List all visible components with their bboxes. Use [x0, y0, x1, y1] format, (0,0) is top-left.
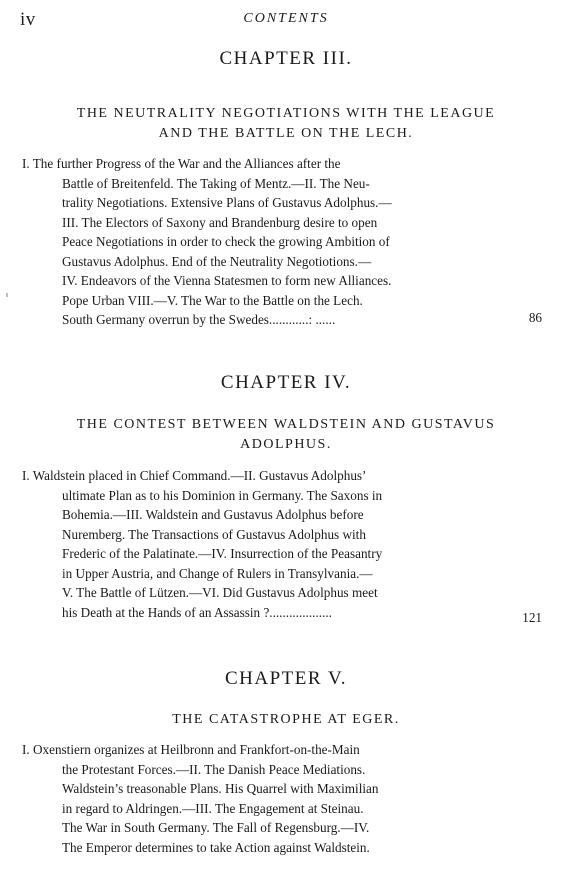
chapter-5-heading: CHAPTER V. [225, 668, 347, 689]
chapter-4-title-line-2: ADOLPHUS. [240, 437, 332, 452]
entry-line: Bohemia.—III. Waldstein and Gustavus Adolphus before [62, 507, 364, 522]
entry-line: I. Waldstein placed in Chief Command.—II. Gustavus Adolphus’ [22, 468, 367, 483]
entry-line: The War in South Germany. The Fall of Regensburg.—IV. [62, 820, 370, 835]
scan-mark [6, 293, 8, 297]
entry-line: Frederic of the Palatinate.—IV. Insurrection of the Peasantry [62, 546, 383, 561]
chapter-5-entry [22, 740, 502, 857]
entry-line: Pope Urban VIII.—V. The War to the Battle on the Lech. [62, 292, 363, 308]
chapter-5-title-line-1: THE CATASTROPHE AT EGER. [172, 712, 400, 727]
entry-line: in Upper Austria, and Change of Rulers in Transylvania.— [62, 565, 373, 581]
chapter-3-page: 86 [528, 310, 542, 325]
chapter-4-heading: CHAPTER IV. [220, 372, 352, 393]
entry-line: South Germany overrun by the Swedes............: ...... [62, 312, 336, 327]
entry-line: IV. Endeavors of the Vienna Statesmen to form new Alliances. [62, 273, 392, 288]
entry-line: I. Oxenstiern organizes at Heilbronn and Frankfort-on-the-Main [22, 742, 360, 757]
chapter-3-entry [22, 154, 502, 330]
chapter-3-title-line-2: AND THE BATTLE ON THE LECH. [158, 126, 414, 141]
chapter-3-title-line-1: THE NEUTRALITY NEGOTIATIONS WITH THE LEAGUE [76, 106, 496, 121]
entry-line: Waldstein’s treasonable Plans. His Quarrel with Maximilian [62, 781, 379, 796]
chapter-4-page: 121 [522, 610, 542, 625]
chapter-5-title [20, 710, 552, 730]
entry-line: V. The Battle of Lützen.—VI. Did Gustavus Adolphus meet [62, 585, 378, 600]
chapter-4-entry [22, 466, 502, 622]
entry-line: trality Negotiations. Extensive Plans of Gustavus Adolphus.— [62, 195, 392, 210]
running-head: CONTENTS [243, 11, 329, 26]
entry-line: Gustavus Adolphus. End of the Neutrality Negotiotions.— [62, 253, 372, 269]
entry-line: I. The further Progress of the War and the Alliances after the [22, 156, 341, 171]
entry-line: ultimate Plan as to his Dominion in Germany. The Saxons in [62, 487, 383, 503]
entry-line: Battle of Breitenfeld. The Taking of Mentz.—II. The Neu- [62, 175, 370, 191]
chapter-3-title [20, 104, 552, 144]
chapter-3-heading: CHAPTER III. [219, 48, 353, 69]
entry-line: his Death at the Hands of an Assassin ?................... [62, 604, 332, 620]
entry-line: in regard to Aldringen.—III. The Engagement at Steinau. [62, 800, 364, 816]
chapter-4-title [20, 415, 552, 455]
entry-line: The Emperor determines to take Action against Waldstein. [62, 839, 370, 855]
page-number: iv [20, 9, 36, 30]
entry-line: Peace Negotiations in order to check the growing Ambition of [62, 234, 390, 249]
chapter-4-title-line-1: THE CONTEST BETWEEN WALDSTEIN AND GUSTAVUS [76, 417, 496, 432]
entry-line: the Protestant Forces.—II. The Danish Peace Mediations. [62, 761, 366, 777]
entry-line: Nuremberg. The Transactions of Gustavus Adolphus with [62, 526, 366, 542]
entry-line: III. The Electors of Saxony and Brandenburg desire to open [62, 214, 378, 230]
